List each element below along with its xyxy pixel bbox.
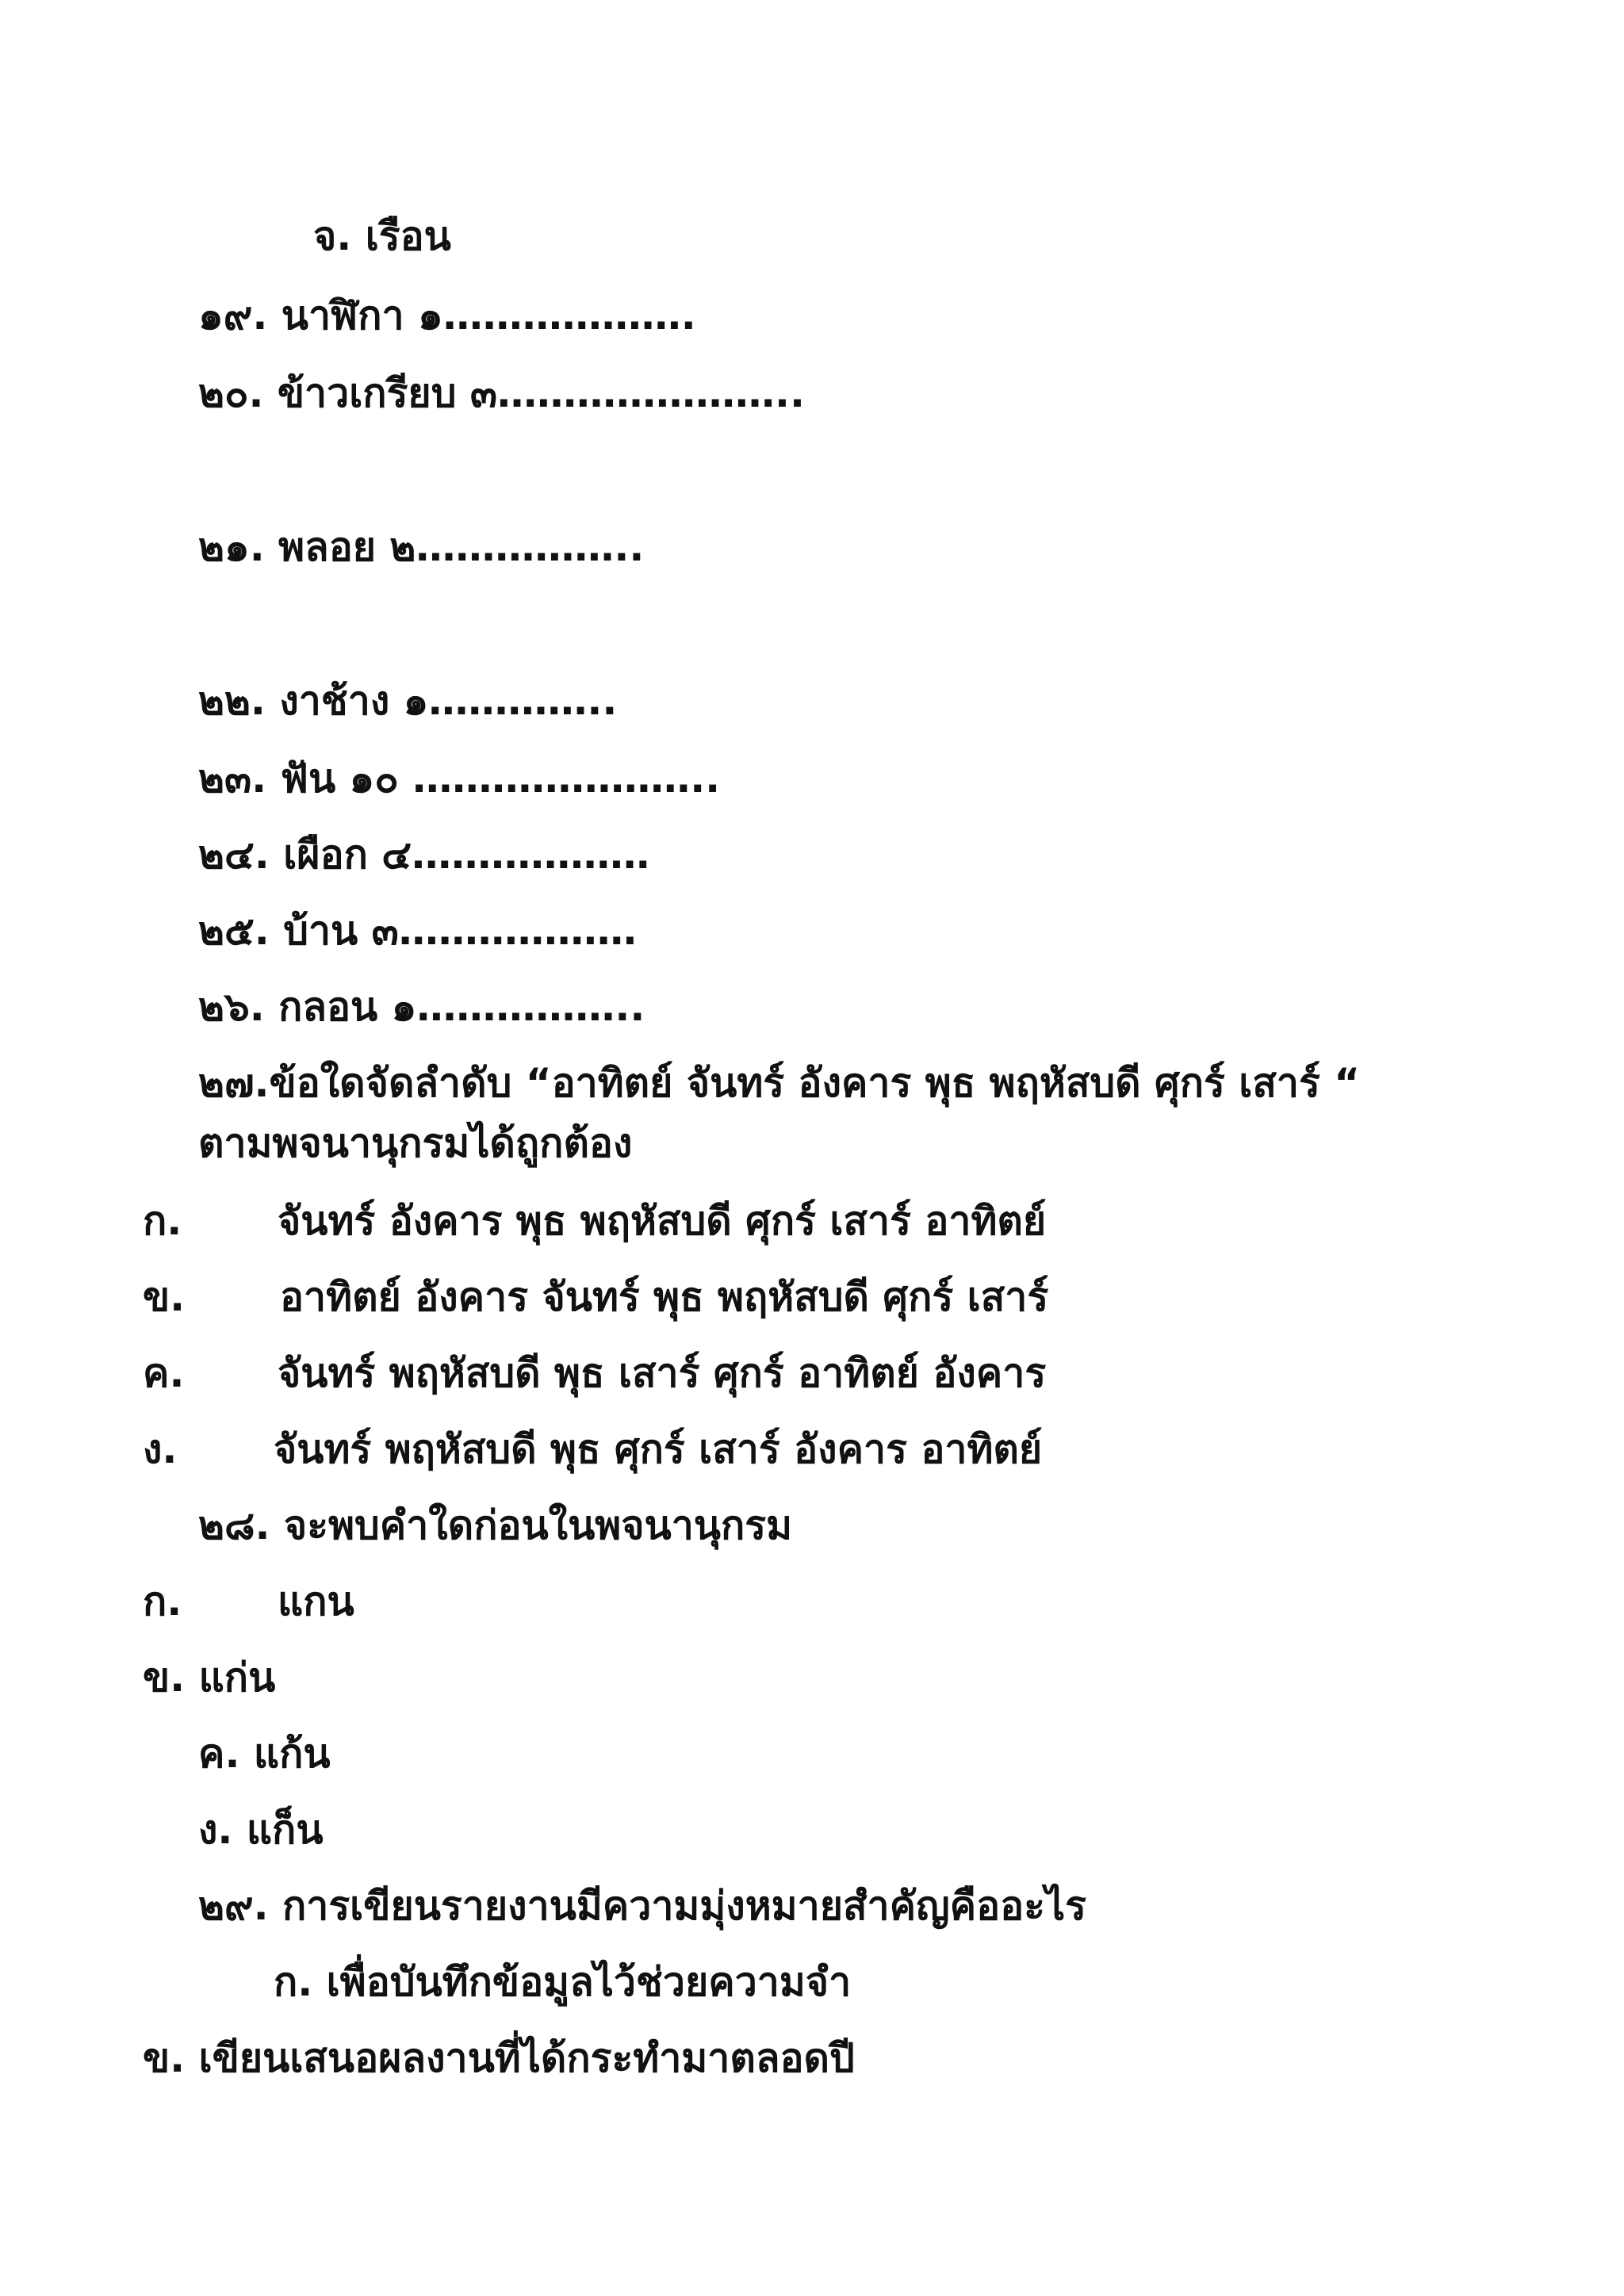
- q27-option-d-letter: ง.: [143, 1426, 178, 1472]
- choice-e-ruean: จ. เรือน: [313, 213, 451, 259]
- question-27-line-2: ตามพจนานุกรมได้ถูกต้อง: [198, 1120, 633, 1166]
- question-28: ๒๘. จะพบคำใดก่อนในพจนานุกรม: [198, 1502, 793, 1548]
- q27-option-a-letter: ก.: [143, 1198, 182, 1244]
- q27-option-b-letter: ข.: [143, 1274, 186, 1320]
- q28-option-a-letter: ก.: [143, 1578, 182, 1624]
- q27-option-c-letter: ค.: [143, 1350, 185, 1396]
- question-27-line-1: ๒๗.ข้อใดจัดลำดับ “อาทิตย์ จันทร์ อังคาร พุธ พฤหัสบดี ศุกร์ เสาร์ “: [198, 1060, 1361, 1106]
- q29-option-b: ข. เขียนเสนอผลงานที่ได้กระทำมาตลอดปี: [143, 2035, 855, 2081]
- q27-option-a-text: จันทร์ อังคาร พุธ พฤหัสบดี ศุกร์ เสาร์ อาทิตย์: [278, 1198, 1047, 1244]
- q27-option-d-text: จันทร์ พฤหัสบดี พุธ ศุกร์ เสาร์ อังคาร อาทิตย์: [274, 1426, 1043, 1472]
- question-20: ๒๐. ข้าวเกรียบ ๓…………………..: [198, 370, 806, 416]
- q28-option-a-text: แกน: [278, 1578, 354, 1624]
- question-23: ๒๓. ฟัน ๑๐ …………………..: [198, 756, 721, 802]
- question-24: ๒๔. เผือก ๔………………: [198, 832, 650, 878]
- q28-option-c: ค. แก้น: [198, 1731, 331, 1777]
- q27-option-b-text: อาทิตย์ อังคาร จันทร์ พุธ พฤหัสบดี ศุกร์ เสาร์: [280, 1274, 1049, 1320]
- question-25: ๒๕. บ้าน ๓………………: [198, 908, 637, 954]
- question-26: ๒๖. กลอน ๑……………..: [198, 984, 645, 1030]
- q29-option-a: ก. เพื่อบันทึกข้อมูลไว้ช่วยความจำ: [274, 1959, 852, 2005]
- q28-option-d: ง. แก็น: [198, 1807, 324, 1853]
- question-19: ๑๙. นาฬิกา ๑……………….: [198, 293, 696, 339]
- question-21: ๒๑. พลอย ๒……………..: [198, 524, 645, 570]
- q27-option-c-text: จันทร์ พฤหัสบดี พุธ เสาร์ ศุกร์ อาทิตย์ อังคาร: [278, 1350, 1047, 1396]
- q28-option-b: ข. แก่น: [143, 1655, 276, 1701]
- question-22: ๒๒. งาช้าง ๑…………..: [198, 678, 618, 724]
- question-29: ๒๙. การเขียนรายงานมีความมุ่งหมายสำคัญคืออะไร: [198, 1883, 1087, 1929]
